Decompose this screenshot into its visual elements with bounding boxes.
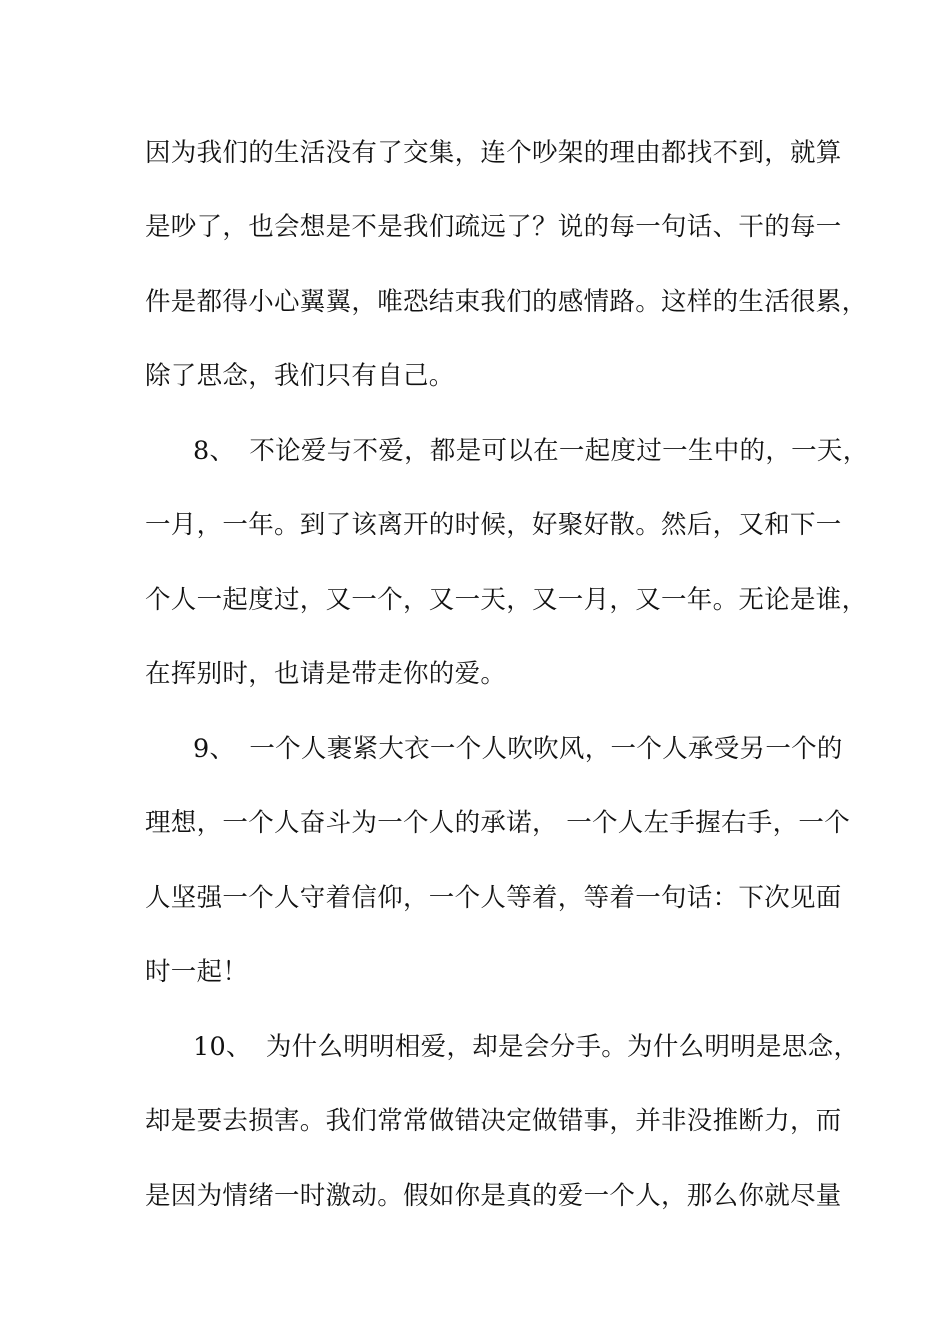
- text-line: 一月，一年。到了该离开的时候，好聚好散。然后，又和下一: [145, 510, 842, 540]
- paragraph-10-first-line: [193, 1027, 893, 1067]
- paragraph-number: 9、: [193, 734, 236, 764]
- paragraph-number: 10、: [193, 1032, 252, 1062]
- text-line: 是因为情绪一时激动。假如你是真的爱一个人，那么你就尽量: [145, 1181, 842, 1211]
- paragraph-text: 不论爱与不爱，都是可以在一起度过一生中的，一天，: [249, 436, 869, 466]
- text-line: 在挥别时，也请是带走你的爱。: [145, 659, 507, 689]
- text-line: 理想，一个人奋斗为一个人的承诺， 一个人左手握右手，一个: [145, 808, 851, 838]
- text-line: 人坚强一个人守着信仰，一个人等着，等着一句话：下次见面: [145, 883, 842, 913]
- paragraph-9-first-line: [193, 729, 893, 769]
- paragraph-8-first-line: [193, 431, 893, 471]
- text-line: 因为我们的生活没有了交集，连个吵架的理由都找不到，就算: [145, 138, 842, 168]
- text-line: 时一起！: [145, 957, 249, 987]
- paragraph-number: 8、: [193, 436, 236, 466]
- text-line: 是吵了，也会想是不是我们疏远了？说的每一句话、干的每一: [145, 212, 842, 242]
- paragraph-text: 为什么明明相爱，却是会分手。为什么明明是思念，: [265, 1032, 860, 1062]
- paragraph-text: 一个人裹紧大衣一个人吹吹风，一个人承受另一个的: [249, 734, 843, 764]
- text-line: 却是要去损害。我们常常做错决定做错事，并非没推断力，而: [145, 1106, 842, 1136]
- text-line: 除了思念，我们只有自己。: [145, 361, 455, 391]
- text-line: 件是都得小心翼翼，唯恐结束我们的感情路。这样的生活很累，: [145, 287, 868, 317]
- text-line: 个人一起度过，又一个，又一天，又一月，又一年。无论是谁，: [145, 585, 868, 615]
